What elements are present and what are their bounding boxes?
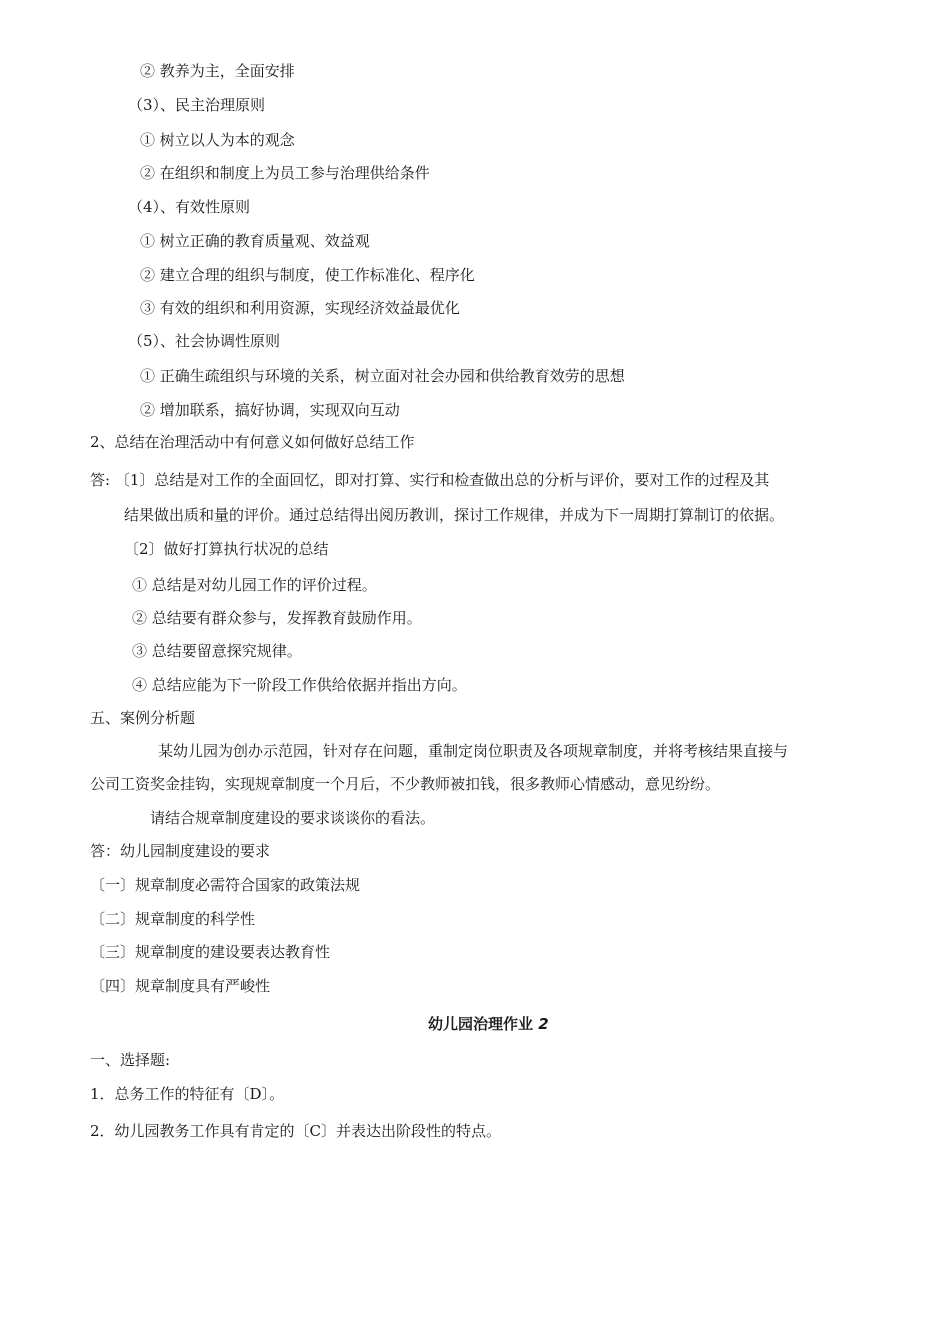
text-line: ① 正确生疏组织与环境的关系，树立面对社会办园和供给教育效劳的思想 <box>140 367 625 385</box>
text-line: 〔三〕规章制度的建设要表达教育性 <box>90 943 331 961</box>
text-line: ④ 总结应能为下一阶段工作供给依据并指出方向。 <box>132 676 467 694</box>
text-line: 请结合规章制度建设的要求谈谈你的看法。 <box>150 809 436 827</box>
text-line: 结果做出质和量的评价。通过总结得出阅历教训，探讨工作规律，并成为下一周期打算制订的依据。 <box>124 506 785 524</box>
text-line: （3）、民主治理原则 <box>128 96 266 114</box>
section-title-number: 2 <box>538 1015 549 1033</box>
text-line: （5）、社会协调性原则 <box>128 332 281 350</box>
question-line: 1．总务工作的特征有〔D〕。 <box>90 1085 285 1103</box>
text-line: 公司工资奖金挂钩，实现规章制度一个月后，不少教师被扣钱，很多教师心情感动，意见纷纷。 <box>90 775 721 793</box>
text-line: ① 总结是对幼儿园工作的评价过程。 <box>132 576 377 594</box>
text-line: 某幼儿园为创办示范园，针对存在问题，重制定岗位职责及各项规章制度，并将考核结果直接与 <box>158 742 789 760</box>
text-line: （4）、有效性原则 <box>128 198 251 216</box>
text-line: ② 在组织和制度上为员工参与治理供给条件 <box>140 164 430 182</box>
text-line: 〔二〕规章制度的科学性 <box>90 910 256 928</box>
question-line: 2．幼儿园教务工作具有肯定的〔C〕并表达出阶段性的特点。 <box>90 1122 502 1140</box>
section-heading: 五、案例分析题 <box>90 709 196 727</box>
question-heading: 2、总结在治理活动中有何意义如何做好总结工作 <box>90 433 415 451</box>
text-line: 〔四〕规章制度具有严峻性 <box>90 977 271 995</box>
text-line: 〔2〕做好打算执行状况的总结 <box>124 540 329 558</box>
text-line: ① 树立以人为本的观念 <box>140 131 295 149</box>
text-line: 〔一〕规章制度必需符合国家的政策法规 <box>90 876 361 894</box>
text-line: ② 总结要有群众参与，发挥教育鼓励作用。 <box>132 609 422 627</box>
text-line: ③ 总结要留意探究规律。 <box>132 642 302 660</box>
text-line: ③ 有效的组织和利用资源，实现经济效益最优化 <box>140 299 460 317</box>
text-line: ② 建立合理的组织与制度，使工作标准化、程序化 <box>140 266 475 284</box>
text-line: ② 增加联系，搞好协调，实现双向互动 <box>140 401 400 419</box>
text-line: 答：幼儿园制度建设的要求 <box>90 842 271 860</box>
section-heading: 一、选择题: <box>90 1051 171 1069</box>
text-line: ① 树立正确的教育质量观、效益观 <box>140 232 370 250</box>
text-line: ② 教养为主，全面安排 <box>140 62 295 80</box>
text-line: 答: 〔1〕总结是对工作的全面回忆，即对打算、实行和检查做出总的分析与评价，要对工作的过程及其 <box>90 471 770 489</box>
section-title-text: 幼儿园治理作业 <box>428 1015 534 1033</box>
section-title <box>428 1014 549 1034</box>
